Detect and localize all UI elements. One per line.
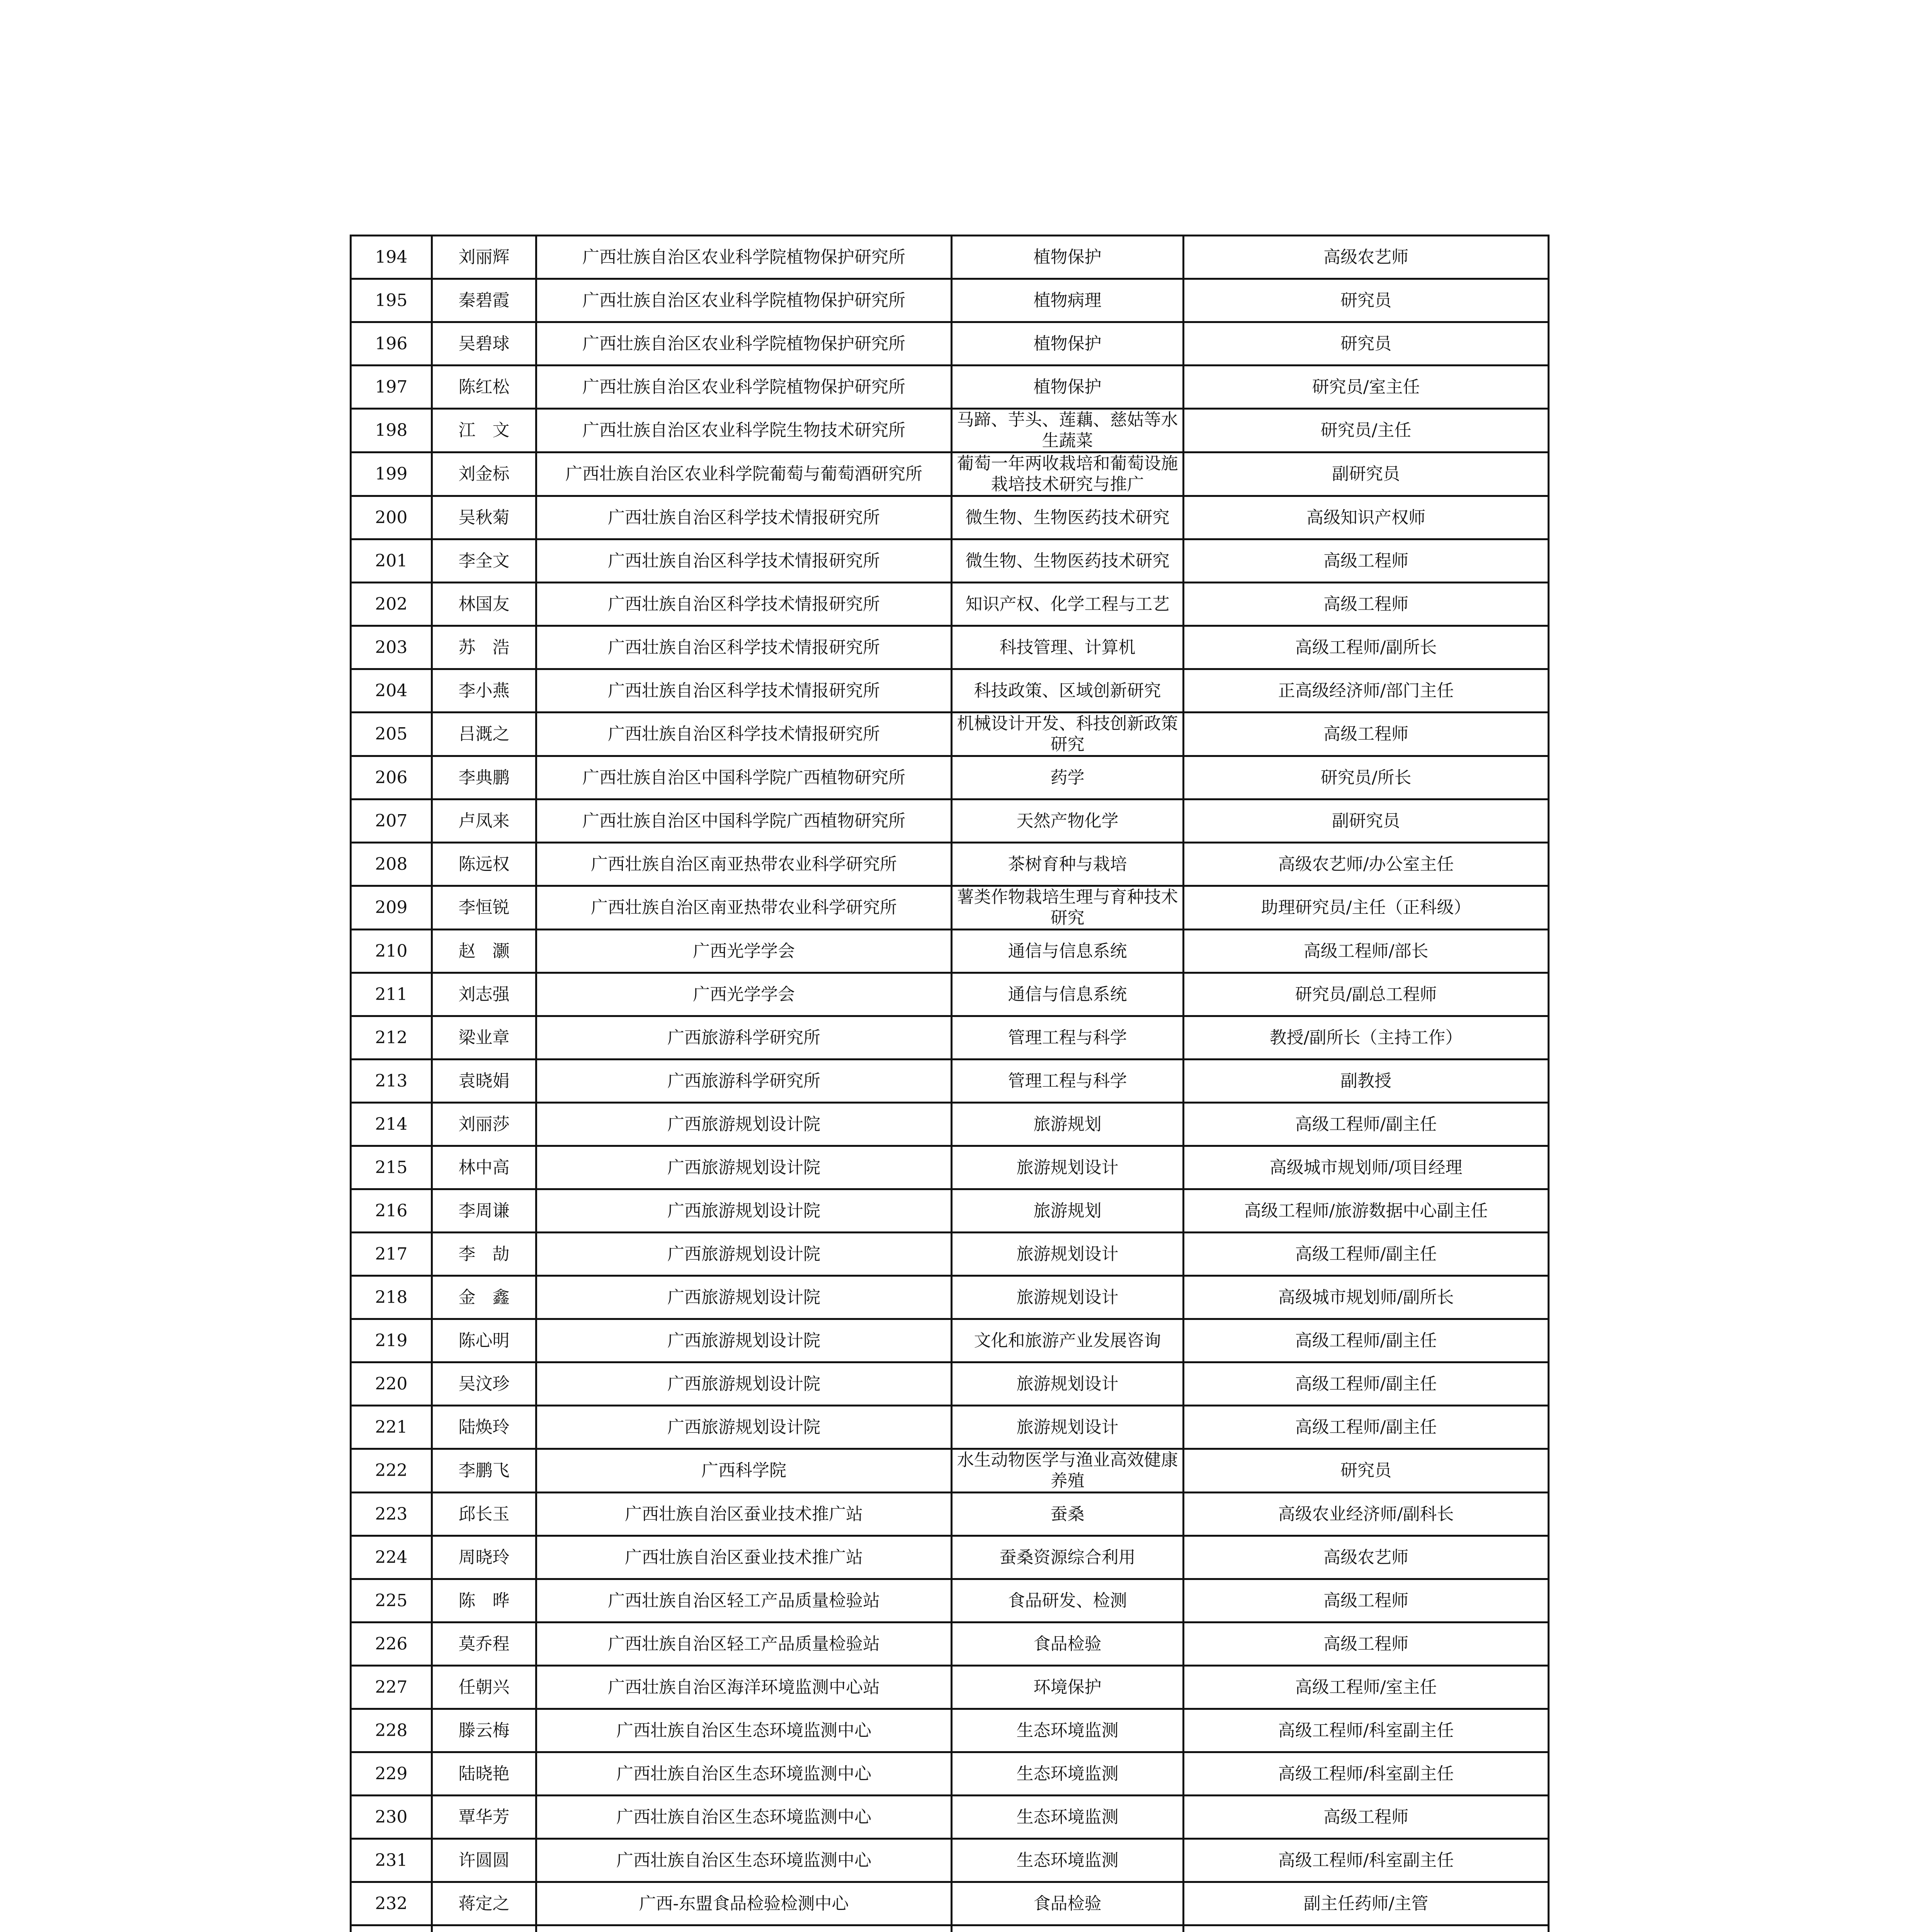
row-number-cell: 197 — [351, 366, 432, 409]
job-title-cell: 研究员/室主任 — [1184, 366, 1549, 409]
table-row — [351, 1579, 1549, 1622]
specialty-cell: 微生物、生物医药技术研究 — [952, 496, 1184, 539]
specialty-cell: 葡萄一年两收栽培和葡萄设施栽培技术研究与推广 — [952, 452, 1184, 496]
organization-cell: 广西壮族自治区科学技术情报研究所 — [536, 669, 952, 713]
job-title-cell: 高级农艺师 — [1184, 236, 1549, 279]
row-number-cell: 224 — [351, 1536, 432, 1579]
specialty-cell: 科技管理、计算机 — [952, 626, 1184, 669]
row-number-cell: 202 — [351, 583, 432, 626]
row-number-cell — [351, 1925, 432, 1932]
row-number-cell: 211 — [351, 973, 432, 1016]
organization-cell: 广西壮族自治区生态环境监测中心 — [536, 1839, 952, 1882]
specialty-cell: 生态环境监测 — [952, 1839, 1184, 1882]
table-row — [351, 366, 1549, 409]
table-row — [351, 886, 1549, 930]
organization-cell: 广西壮族自治区农业科学院植物保护研究所 — [536, 279, 952, 322]
expert-roster-table — [350, 235, 1550, 1932]
table-row — [351, 1449, 1549, 1493]
specialty-cell: 食品检验 — [952, 1622, 1184, 1666]
job-title-cell: 高级工程师/副所长 — [1184, 626, 1549, 669]
table-row — [351, 452, 1549, 496]
organization-cell: 广西旅游规划设计院 — [536, 1103, 952, 1146]
person-name-cell: 陈 晔 — [432, 1579, 536, 1622]
table-row — [351, 1839, 1549, 1882]
person-name-cell: 任朝兴 — [432, 1666, 536, 1709]
job-title-cell: 高级工程师 — [1184, 1796, 1549, 1839]
person-name-cell: 陆晓艳 — [432, 1752, 536, 1796]
specialty-cell: 茶树育种与栽培 — [952, 843, 1184, 886]
person-name-cell: 梁业章 — [432, 1016, 536, 1060]
row-number-cell: 213 — [351, 1060, 432, 1103]
row-number-cell: 216 — [351, 1189, 432, 1233]
organization-cell: 广西壮族自治区科学技术情报研究所 — [536, 496, 952, 539]
person-name-cell: 刘金标 — [432, 452, 536, 496]
row-number-cell: 215 — [351, 1146, 432, 1189]
specialty-cell: 旅游规划设计 — [952, 1362, 1184, 1406]
specialty-cell: 科技政策、区域创新研究 — [952, 669, 1184, 713]
row-number-cell: 194 — [351, 236, 432, 279]
person-name-cell: 许圆圆 — [432, 1839, 536, 1882]
person-name-cell: 邱长玉 — [432, 1493, 536, 1536]
specialty-cell: 旅游规划 — [952, 1189, 1184, 1233]
table-row — [351, 496, 1549, 539]
row-number-cell: 206 — [351, 756, 432, 799]
organization-cell: 广西旅游规划设计院 — [536, 1146, 952, 1189]
table-row — [351, 1189, 1549, 1233]
job-title-cell: 研究员 — [1184, 322, 1549, 366]
job-title-cell: 高级工程师/副主任 — [1184, 1319, 1549, 1362]
organization-cell: 广西光学学会 — [536, 973, 952, 1016]
table-row — [351, 1103, 1549, 1146]
organization-cell: 广西壮族自治区农业科学院植物保护研究所 — [536, 366, 952, 409]
job-title-cell: 高级工程师/科室副主任 — [1184, 1839, 1549, 1882]
person-name-cell: 周晓玲 — [432, 1536, 536, 1579]
specialty-cell: 旅游规划设计 — [952, 1233, 1184, 1276]
organization-cell: 广西壮族自治区南亚热带农业科学研究所 — [536, 886, 952, 930]
person-name-cell: 林国友 — [432, 583, 536, 626]
organization-cell: 广西旅游规划设计院 — [536, 1233, 952, 1276]
row-number-cell: 219 — [351, 1319, 432, 1362]
row-number-cell: 217 — [351, 1233, 432, 1276]
row-number-cell: 230 — [351, 1796, 432, 1839]
person-name-cell: 李全文 — [432, 539, 536, 583]
row-number-cell: 200 — [351, 496, 432, 539]
job-title-cell: 高级工程师/科室副主任 — [1184, 1709, 1549, 1752]
table-row — [351, 930, 1549, 973]
job-title-cell: 研究员/副总工程师 — [1184, 973, 1549, 1016]
person-name-cell: 赵 灏 — [432, 930, 536, 973]
person-name-cell: 刘丽辉 — [432, 236, 536, 279]
row-number-cell: 196 — [351, 322, 432, 366]
row-number-cell: 231 — [351, 1839, 432, 1882]
person-name-cell: 李周谦 — [432, 1189, 536, 1233]
specialty-cell: 药学 — [952, 756, 1184, 799]
table-row — [351, 843, 1549, 886]
row-number-cell: 212 — [351, 1016, 432, 1060]
organization-cell: 广西旅游规划设计院 — [536, 1406, 952, 1449]
roster-body — [351, 236, 1549, 1932]
job-title-cell: 副主任药师/主管 — [1184, 1882, 1549, 1925]
specialty-cell: 植物保护 — [952, 366, 1184, 409]
job-title-cell: 教授/副所长（主持工作） — [1184, 1016, 1549, 1060]
row-number-cell: 205 — [351, 713, 432, 756]
specialty-cell: 食品研发、检测 — [952, 1579, 1184, 1622]
person-name-cell: 陈心明 — [432, 1319, 536, 1362]
table-row — [351, 973, 1549, 1016]
table-row — [351, 1882, 1549, 1925]
job-title-cell: 高级农艺师 — [1184, 1536, 1549, 1579]
row-number-cell: 207 — [351, 799, 432, 843]
table-row — [351, 1493, 1549, 1536]
job-title-cell: 高级工程师/副主任 — [1184, 1406, 1549, 1449]
table-row — [351, 1276, 1549, 1319]
person-name-cell: 覃华芳 — [432, 1796, 536, 1839]
organization-cell: 广西壮族自治区生态环境监测中心 — [536, 1796, 952, 1839]
table-row — [351, 1796, 1549, 1839]
table-row — [351, 1622, 1549, 1666]
organization-cell: 广西旅游规划设计院 — [536, 1362, 952, 1406]
person-name-cell: 卢凤来 — [432, 799, 536, 843]
specialty-cell: 机械设计开发、科技创新政策研究 — [952, 713, 1184, 756]
person-name-cell: 秦碧霞 — [432, 279, 536, 322]
specialty-cell: 植物保护 — [952, 322, 1184, 366]
table-row — [351, 1925, 1549, 1932]
table-row — [351, 1233, 1549, 1276]
specialty-cell: 生态环境监测 — [952, 1709, 1184, 1752]
specialty-cell: 生态环境监测 — [952, 1752, 1184, 1796]
job-title-cell: 研究员 — [1184, 1449, 1549, 1493]
job-title-cell: 研究员/主任 — [1184, 409, 1549, 452]
row-number-cell: 218 — [351, 1276, 432, 1319]
specialty-cell: 马蹄、芋头、莲藕、慈姑等水生蔬菜 — [952, 409, 1184, 452]
table-row — [351, 626, 1549, 669]
job-title-cell: 正高级经济师/部门主任 — [1184, 669, 1549, 713]
person-name-cell — [432, 1925, 536, 1932]
specialty-cell: 管理工程与科学 — [952, 1016, 1184, 1060]
job-title-cell: 副教授 — [1184, 1060, 1549, 1103]
job-title-cell: 高级工程师/副主任 — [1184, 1362, 1549, 1406]
row-number-cell: 220 — [351, 1362, 432, 1406]
organization-cell: 广西壮族自治区农业科学院生物技术研究所 — [536, 409, 952, 452]
row-number-cell: 229 — [351, 1752, 432, 1796]
organization-cell: 广西旅游科学研究所 — [536, 1016, 952, 1060]
person-name-cell: 陈远权 — [432, 843, 536, 886]
table-row — [351, 1406, 1549, 1449]
organization-cell: 广西壮族自治区南亚热带农业科学研究所 — [536, 843, 952, 886]
organization-cell: 广西壮族自治区中国科学院广西植物研究所 — [536, 756, 952, 799]
organization-cell: 广西壮族自治区蚕业技术推广站 — [536, 1536, 952, 1579]
job-title-cell: 研究员/所长 — [1184, 756, 1549, 799]
organization-cell: 广西壮族自治区轻工产品质量检验站 — [536, 1579, 952, 1622]
person-name-cell: 吴汶珍 — [432, 1362, 536, 1406]
job-title-cell: 高级城市规划师/副所长 — [1184, 1276, 1549, 1319]
row-number-cell: 208 — [351, 843, 432, 886]
job-title-cell: 高级工程师 — [1184, 713, 1549, 756]
job-title-cell: 高级工程师/部长 — [1184, 930, 1549, 973]
job-title-cell: 研究员 — [1184, 279, 1549, 322]
specialty-cell: 旅游规划设计 — [952, 1406, 1184, 1449]
specialty-cell: 薯类作物栽培生理与育种技术研究 — [952, 886, 1184, 930]
specialty-cell: 通信与信息系统 — [952, 973, 1184, 1016]
specialty-cell: 天然产物化学 — [952, 799, 1184, 843]
table-row — [351, 1362, 1549, 1406]
job-title-cell: 助理研究员/主任（正科级） — [1184, 886, 1549, 930]
table-row — [351, 583, 1549, 626]
row-number-cell: 195 — [351, 279, 432, 322]
row-number-cell: 225 — [351, 1579, 432, 1622]
specialty-cell: 植物保护 — [952, 236, 1184, 279]
organization-cell: 广西壮族自治区农业科学院植物保护研究所 — [536, 236, 952, 279]
table-row — [351, 1016, 1549, 1060]
job-title-cell: 副研究员 — [1184, 799, 1549, 843]
person-name-cell: 蒋定之 — [432, 1882, 536, 1925]
specialty-cell: 微生物、生物医药技术研究 — [952, 539, 1184, 583]
specialty-cell: 旅游规划设计 — [952, 1276, 1184, 1319]
job-title-cell: 高级工程师/科室副主任 — [1184, 1752, 1549, 1796]
organization-cell: 广西旅游规划设计院 — [536, 1319, 952, 1362]
person-name-cell: 陆焕玲 — [432, 1406, 536, 1449]
table-row — [351, 1666, 1549, 1709]
job-title-cell: 高级工程师 — [1184, 1622, 1549, 1666]
person-name-cell: 金 鑫 — [432, 1276, 536, 1319]
job-title-cell: 高级工程师/旅游数据中心副主任 — [1184, 1189, 1549, 1233]
row-number-cell: 226 — [351, 1622, 432, 1666]
organization-cell: 广西壮族自治区科学技术情报研究所 — [536, 626, 952, 669]
table-row — [351, 1752, 1549, 1796]
row-number-cell: 228 — [351, 1709, 432, 1752]
table-row — [351, 756, 1549, 799]
row-number-cell: 201 — [351, 539, 432, 583]
row-number-cell: 204 — [351, 669, 432, 713]
specialty-cell: 环境保护 — [952, 1666, 1184, 1709]
job-title-cell: 高级知识产权师 — [1184, 496, 1549, 539]
specialty-cell: 旅游规划设计 — [952, 1146, 1184, 1189]
organization-cell: 广西壮族自治区生态环境监测中心 — [536, 1752, 952, 1796]
table-row — [351, 279, 1549, 322]
table-row — [351, 1709, 1549, 1752]
person-name-cell: 吕溉之 — [432, 713, 536, 756]
table-row — [351, 799, 1549, 843]
organization-cell: 广西旅游规划设计院 — [536, 1189, 952, 1233]
specialty-cell: 知识产权、化学工程与工艺 — [952, 583, 1184, 626]
row-number-cell: 209 — [351, 886, 432, 930]
table-row — [351, 1536, 1549, 1579]
specialty-cell: 通信与信息系统 — [952, 930, 1184, 973]
specialty-cell: 植物病理 — [952, 279, 1184, 322]
person-name-cell: 苏 浩 — [432, 626, 536, 669]
person-name-cell: 莫乔程 — [432, 1622, 536, 1666]
person-name-cell: 吴秋菊 — [432, 496, 536, 539]
specialty-cell: 食品检验 — [952, 1882, 1184, 1925]
organization-cell: 广西光学学会 — [536, 930, 952, 973]
specialty-cell: 文化和旅游产业发展咨询 — [952, 1319, 1184, 1362]
organization-cell: 广西壮族自治区科学技术情报研究所 — [536, 539, 952, 583]
person-name-cell: 李 劼 — [432, 1233, 536, 1276]
organization-cell: 广西壮族自治区中国科学院广西植物研究所 — [536, 799, 952, 843]
row-number-cell: 198 — [351, 409, 432, 452]
organization-cell: 广西壮族自治区科学技术情报研究所 — [536, 583, 952, 626]
job-title-cell: 高级城市规划师/项目经理 — [1184, 1146, 1549, 1189]
person-name-cell: 李典鹏 — [432, 756, 536, 799]
job-title-cell: 高级工程师 — [1184, 1579, 1549, 1622]
job-title-cell: 高级工程师/副主任 — [1184, 1233, 1549, 1276]
specialty-cell: 旅游规划 — [952, 1103, 1184, 1146]
job-title-cell: 高级工程师/室主任 — [1184, 1666, 1549, 1709]
organization-cell: 广西壮族自治区生态环境监测中心 — [536, 1709, 952, 1752]
organization-cell: 广西壮族自治区科学技术情报研究所 — [536, 713, 952, 756]
table-row — [351, 539, 1549, 583]
row-number-cell: 222 — [351, 1449, 432, 1493]
row-number-cell: 221 — [351, 1406, 432, 1449]
organization-cell: 广西科学院 — [536, 1449, 952, 1493]
organization-cell: 广西-东盟食品检验检测中心 — [536, 1882, 952, 1925]
table-row — [351, 713, 1549, 756]
organization-cell: 广西壮族自治区轻工产品质量检验站 — [536, 1622, 952, 1666]
person-name-cell: 李小燕 — [432, 669, 536, 713]
table-row — [351, 1060, 1549, 1103]
table-row — [351, 409, 1549, 452]
organization-cell: 广西壮族自治区农业科学院植物保护研究所 — [536, 322, 952, 366]
table-row — [351, 1146, 1549, 1189]
specialty-cell: 管理工程与科学 — [952, 1060, 1184, 1103]
person-name-cell: 滕云梅 — [432, 1709, 536, 1752]
specialty-cell: 蚕桑资源综合利用 — [952, 1536, 1184, 1579]
specialty-cell: 水生动物医学与渔业高效健康养殖 — [952, 1449, 1184, 1493]
organization-cell: 广西壮族自治区农业科学院葡萄与葡萄酒研究所 — [536, 452, 952, 496]
person-name-cell: 吴碧球 — [432, 322, 536, 366]
person-name-cell: 林中高 — [432, 1146, 536, 1189]
table-row — [351, 1319, 1549, 1362]
organization-cell: 广西壮族自治区海洋环境监测中心站 — [536, 1666, 952, 1709]
person-name-cell: 袁晓娟 — [432, 1060, 536, 1103]
job-title-cell: 副研究员 — [1184, 452, 1549, 496]
organization-cell: 广西旅游科学研究所 — [536, 1060, 952, 1103]
person-name-cell: 刘志强 — [432, 973, 536, 1016]
row-number-cell: 210 — [351, 930, 432, 973]
table-row — [351, 236, 1549, 279]
specialty-cell: 蚕桑 — [952, 1493, 1184, 1536]
job-title-cell: 高级工程师 — [1184, 539, 1549, 583]
row-number-cell: 232 — [351, 1882, 432, 1925]
row-number-cell: 227 — [351, 1666, 432, 1709]
specialty-cell — [952, 1925, 1184, 1932]
specialty-cell: 生态环境监测 — [952, 1796, 1184, 1839]
row-number-cell: 223 — [351, 1493, 432, 1536]
person-name-cell: 李恒锐 — [432, 886, 536, 930]
table-row — [351, 322, 1549, 366]
job-title-cell: 高级工程师 — [1184, 583, 1549, 626]
person-name-cell: 李鹏飞 — [432, 1449, 536, 1493]
person-name-cell: 陈红松 — [432, 366, 536, 409]
person-name-cell: 刘丽莎 — [432, 1103, 536, 1146]
table-row — [351, 669, 1549, 713]
job-title-cell: 高级工程师/副主任 — [1184, 1103, 1549, 1146]
job-title-cell: 高级农艺师/办公室主任 — [1184, 843, 1549, 886]
job-title-cell — [1184, 1925, 1549, 1932]
organization-cell — [536, 1925, 952, 1932]
row-number-cell: 214 — [351, 1103, 432, 1146]
job-title-cell: 高级农业经济师/副科长 — [1184, 1493, 1549, 1536]
row-number-cell: 199 — [351, 452, 432, 496]
organization-cell: 广西壮族自治区蚕业技术推广站 — [536, 1493, 952, 1536]
person-name-cell: 江 文 — [432, 409, 536, 452]
row-number-cell: 203 — [351, 626, 432, 669]
organization-cell: 广西旅游规划设计院 — [536, 1276, 952, 1319]
